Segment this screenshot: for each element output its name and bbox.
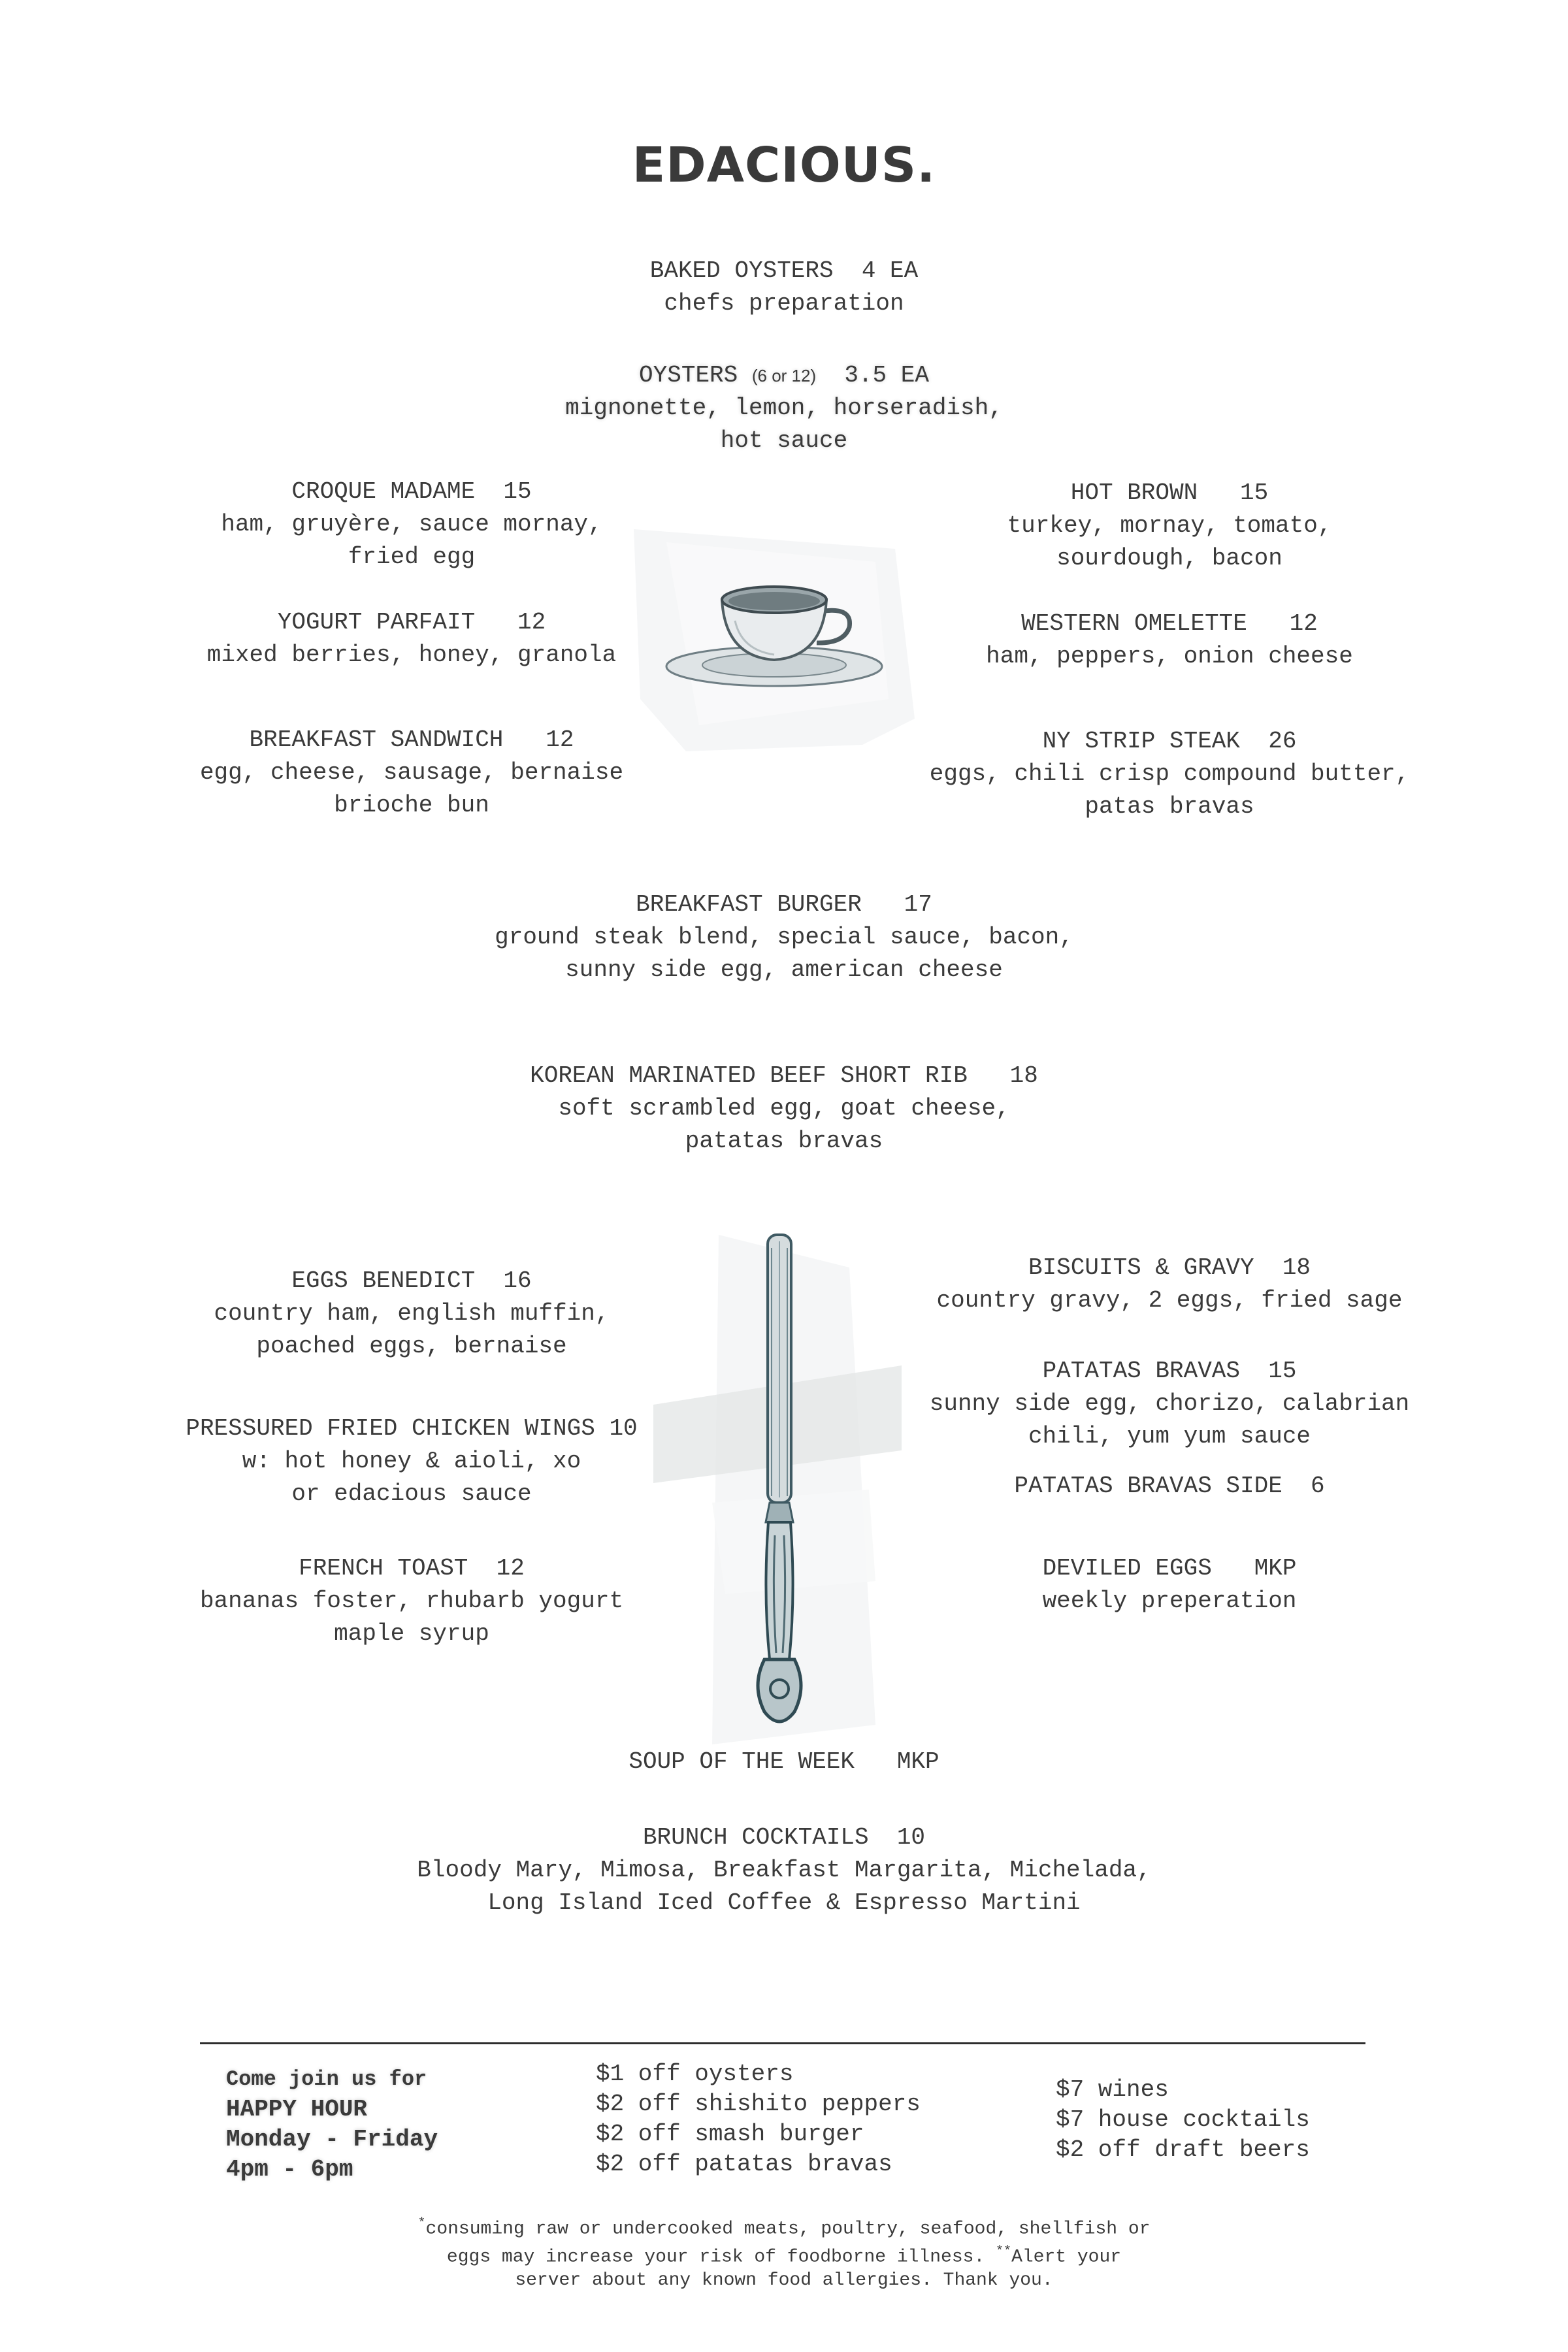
menu-item-patatas-bravas [875,1355,1463,1453]
happy-hour-food-deals [596,2059,921,2180]
item-desc-line1: w: hot honey & aioli, xo [242,1448,581,1475]
menu-item-french-toast [131,1552,693,1650]
footnote-line: consuming raw or undercooked meats, poultry, seafood, shellfish or [425,2219,1151,2240]
item-name: BREAKFAST SANDWICH 12 [249,727,574,753]
item-name: KOREAN MARINATED BEEF SHORT RIB 18 [530,1062,1038,1089]
menu-item-chicken-wings [131,1413,693,1511]
deal-item: $2 off shishito peppers [596,2091,921,2117]
item-desc-line2: patatas bravas [685,1128,883,1154]
item-desc-line2: brioche bun [334,792,489,819]
menu-item-oysters [457,359,1111,457]
item-name-text: OYSTERS [639,362,752,389]
footnote-line: eggs may increase your risk of foodborne illness. [446,2247,996,2268]
menu-item-baked-oysters [523,255,1045,320]
item-desc-line2: fried egg [348,544,476,570]
item-desc-line2: Long Island Iced Coffee & Espresso Martini [487,1889,1081,1916]
deal-item: $1 off oysters [596,2061,794,2087]
item-desc-line1: country ham, english muffin, [214,1300,610,1327]
item-desc-line1: egg, cheese, sausage, bernaise [199,759,624,786]
deal-item: $2 off smash burger [596,2121,864,2148]
menu-item-yogurt-parfait [131,606,693,672]
item-desc-line1: eggs, chili crisp compound butter, [929,760,1410,787]
menu-item-patatas-bravas-side [875,1470,1463,1503]
item-name: SOUP OF THE WEEK MKP [629,1748,939,1775]
item-desc-line1: mignonette, lemon, horseradish, [565,395,1003,421]
coffee-cup-illustration [627,503,921,751]
item-name: PATATAS BRAVAS 15 [1042,1358,1297,1384]
item-name: PATATAS BRAVAS SIDE 6 [1014,1473,1325,1499]
item-name: BRUNCH COCKTAILS 10 [642,1824,926,1851]
item-desc-line2: hot sauce [720,427,848,454]
menu-item-breakfast-sandwich [131,724,693,822]
item-desc-line1: sunny side egg, chorizo, calabrian [929,1390,1410,1417]
deal-item: $2 off patatas bravas [596,2151,892,2178]
menu-item-breakfast-burger [327,889,1241,987]
item-name [457,359,1111,392]
item-desc-line1: bananas foster, rhubarb yogurt [199,1588,624,1614]
item-desc-line1: ground steak blend, special sauce, bacon, [495,924,1073,951]
item-name: YOGURT PARFAIT 12 [277,609,546,636]
item-desc-line1: weekly preperation [1042,1588,1297,1614]
item-desc-line2: maple syrup [334,1620,489,1647]
item-desc-line1: ham, peppers, onion cheese [986,643,1353,670]
deal-item: $7 house cocktails [1056,2106,1310,2133]
item-desc-line1: turkey, mornay, tomato, [1007,512,1332,539]
restaurant-title: EDACIOUS. [632,137,936,193]
item-name: FRENCH TOAST 12 [299,1555,525,1582]
footnote-mark: ** [996,2244,1012,2260]
item-desc-line1: Bloody Mary, Mimosa, Breakfast Margarita, Michelada, [417,1857,1151,1884]
item-name: EGGS BENEDICT 16 [291,1267,532,1294]
section-divider [200,2042,1365,2044]
happy-hour-days: Monday - Friday [226,2126,438,2153]
item-desc-line1: mixed berries, honey, granola [206,642,617,668]
menu-item-korean-short-rib [327,1060,1241,1158]
menu-item-ny-strip-steak [875,725,1463,823]
item-desc-line1: country gravy, 2 eggs, fried sage [936,1287,1403,1314]
menu-item-croque-madame [131,476,693,574]
menu-item-biscuits-gravy [875,1252,1463,1317]
menu-item-soup [392,1746,1176,1778]
footnote-mark: * [417,2216,426,2231]
deal-item: $7 wines [1056,2076,1169,2103]
deal-item: $2 off draft beers [1056,2136,1310,2163]
item-name: CROQUE MADAME 15 [291,478,532,505]
item-desc-line2: sourdough, bacon [1056,545,1282,572]
footnote-line: server about any known food allergies. Thank you. [515,2270,1053,2291]
happy-hour-drink-deals [1056,2075,1310,2165]
item-name: NY STRIP STEAK 26 [1042,728,1297,755]
item-name: DEVILED EGGS MKP [1042,1555,1297,1582]
item-name: HOT BROWN 15 [1070,480,1269,506]
item-name: PRESSURED FRIED CHICKEN WINGS 10 [186,1415,638,1442]
menu-item-eggs-benedict [131,1265,693,1363]
item-desc-line2: poached eggs, bernaise [256,1333,567,1360]
item-name: BREAKFAST BURGER 17 [636,891,932,918]
item-desc-line1: ham, gruyère, sauce mornay, [221,511,602,538]
item-desc-line2: or edacious sauce [291,1480,532,1507]
item-name: WESTERN OMELETTE 12 [1021,610,1318,637]
allergy-disclaimer [0,2212,1568,2292]
item-desc: chefs preparation [664,290,904,317]
menu-item-deviled-eggs [875,1552,1463,1618]
menu-item-hot-brown [875,477,1463,575]
item-name: BAKED OYSTERS 4 EA [649,257,919,284]
item-qty: (6 or 12) [751,366,817,385]
item-desc-line2: chili, yum yum sauce [1028,1423,1311,1450]
happy-hour-lead: Come join us for [226,2067,427,2091]
item-desc-line2: sunny side egg, american cheese [565,956,1003,983]
menu-item-brunch-cocktails [261,1821,1307,1919]
item-desc-line1: soft scrambled egg, goat cheese, [558,1095,1010,1122]
item-name: BISCUITS & GRAVY 18 [1028,1254,1311,1281]
menu-item-western-omelette [875,608,1463,673]
item-price: 3.5 EA [816,362,929,389]
happy-hour-title: HAPPY HOUR [226,2096,368,2123]
happy-hour-time: 4pm - 6pm [226,2156,353,2183]
happy-hour-intro [226,2065,438,2185]
item-desc-line2: patas bravas [1085,793,1254,820]
footnote-line: Alert your [1011,2247,1122,2268]
